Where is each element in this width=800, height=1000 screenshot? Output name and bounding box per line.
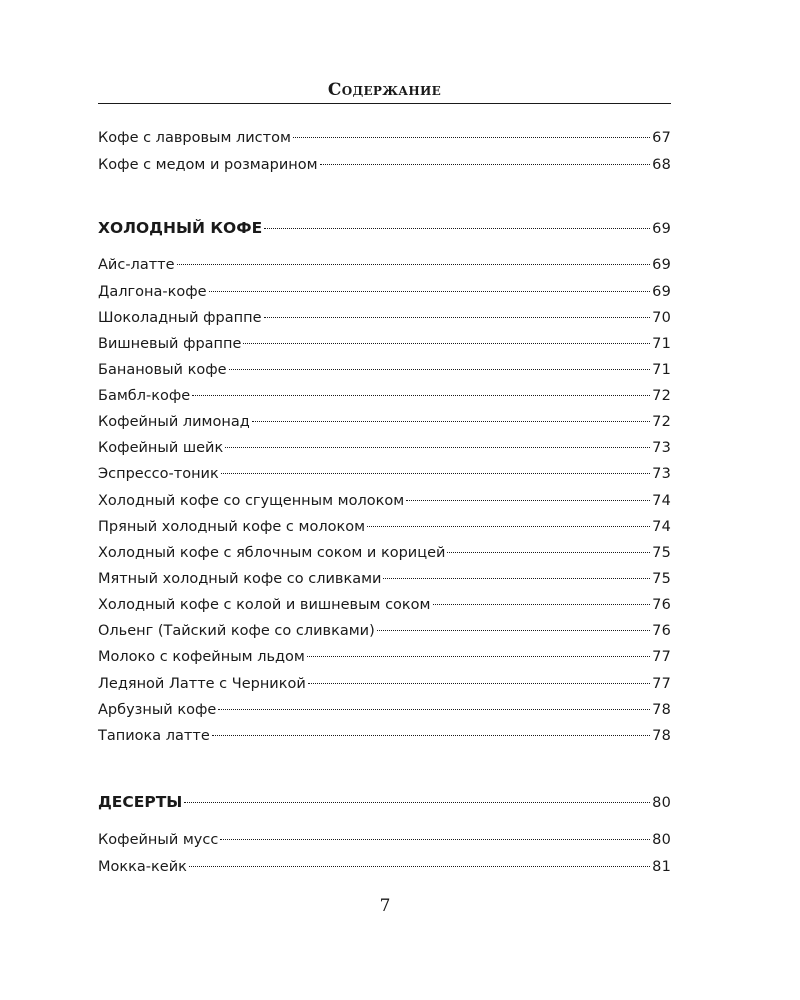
page-number: 7 bbox=[379, 896, 391, 916]
dot-leader bbox=[189, 866, 650, 867]
dot-leader bbox=[192, 395, 650, 396]
toc-section-title: ХОЛОДНЫЙ КОФЕ bbox=[98, 219, 263, 237]
toc-entry-page: 75 bbox=[652, 545, 671, 561]
toc-entry-page: 69 bbox=[652, 221, 671, 237]
dot-leader bbox=[264, 317, 651, 318]
toc-entry-page: 76 bbox=[652, 623, 671, 639]
dot-leader bbox=[377, 630, 650, 631]
toc-entry-page: 67 bbox=[652, 130, 671, 146]
table-of-contents bbox=[98, 0, 671, 1000]
toc-entry-title: Кофейный лимонад bbox=[98, 414, 250, 430]
toc-entry-page: 78 bbox=[652, 728, 671, 744]
toc-entry-page: 80 bbox=[652, 795, 671, 811]
toc-entry[interactable] bbox=[98, 281, 671, 303]
toc-entry-honey-rosemary-coffee[interactable] bbox=[98, 154, 671, 176]
toc-entry-page: 77 bbox=[652, 649, 671, 665]
dot-leader bbox=[307, 656, 650, 657]
dot-leader bbox=[264, 228, 650, 229]
toc-section-title: ДЕСЕРТЫ bbox=[98, 793, 183, 811]
dot-leader bbox=[308, 683, 650, 684]
toc-entry-page: 78 bbox=[652, 702, 671, 718]
toc-entry-page: 73 bbox=[652, 466, 671, 482]
toc-entry-page: 70 bbox=[652, 310, 671, 326]
toc-entry[interactable] bbox=[98, 829, 671, 851]
dot-leader bbox=[367, 526, 650, 527]
toc-entry-title: Кофе с медом и розмарином bbox=[98, 157, 318, 173]
toc-entry[interactable] bbox=[98, 463, 671, 485]
toc-entry-page: 68 bbox=[652, 157, 671, 173]
toc-entry-page: 73 bbox=[652, 440, 671, 456]
toc-entry[interactable] bbox=[98, 411, 671, 433]
dot-leader bbox=[177, 264, 651, 265]
toc-entry-title: Тапиока латте bbox=[98, 728, 210, 744]
toc-entry-page: 71 bbox=[652, 336, 671, 352]
toc-entry[interactable] bbox=[98, 333, 671, 355]
toc-entry[interactable] bbox=[98, 856, 671, 878]
toc-entry[interactable] bbox=[98, 542, 671, 564]
toc-entry-page: 81 bbox=[652, 859, 671, 875]
toc-entry[interactable] bbox=[98, 594, 671, 616]
dot-leader bbox=[225, 447, 650, 448]
dot-leader bbox=[212, 735, 650, 736]
toc-entry-page: 69 bbox=[652, 257, 671, 273]
toc-entry-title: Ледяной Латте с Черникой bbox=[98, 676, 306, 692]
toc-entry-page: 76 bbox=[652, 597, 671, 613]
toc-entry-title: Бамбл-кофе bbox=[98, 388, 191, 404]
toc-entry[interactable] bbox=[98, 646, 671, 668]
toc-entry-laurel-coffee[interactable] bbox=[98, 127, 671, 149]
toc-entry-title: Кофейный шейк bbox=[98, 440, 224, 456]
toc-entry[interactable] bbox=[98, 673, 671, 695]
toc-entry[interactable] bbox=[98, 385, 671, 407]
dot-leader bbox=[293, 137, 650, 138]
dot-leader bbox=[243, 343, 650, 344]
dot-leader bbox=[383, 578, 650, 579]
toc-entry-title: Вишневый фраппе bbox=[98, 336, 242, 352]
toc-entry[interactable] bbox=[98, 516, 671, 538]
toc-entry-page: 71 bbox=[652, 362, 671, 378]
toc-entry[interactable] bbox=[98, 359, 671, 381]
toc-entry-title: Холодный кофе с колой и вишневым соком bbox=[98, 597, 431, 613]
toc-entry-page: 80 bbox=[652, 832, 671, 848]
toc-entry-title: Шоколадный фраппе bbox=[98, 310, 262, 326]
toc-entry-title: Ольенг (Тайский кофе со сливками) bbox=[98, 623, 375, 639]
dot-leader bbox=[447, 552, 650, 553]
toc-entry-title: Холодный кофе с яблочным соком и корицей bbox=[98, 545, 446, 561]
dot-leader bbox=[320, 164, 651, 165]
dot-leader bbox=[220, 839, 650, 840]
toc-entry[interactable] bbox=[98, 620, 671, 642]
dot-leader bbox=[209, 291, 651, 292]
page-title: Содержание bbox=[327, 80, 442, 100]
toc-entry[interactable] bbox=[98, 699, 671, 721]
toc-section-desserts[interactable] bbox=[98, 791, 671, 813]
toc-entry[interactable] bbox=[98, 307, 671, 329]
toc-entry-title: Эспрессо-тоник bbox=[98, 466, 219, 482]
toc-entry-title: Молоко с кофейным льдом bbox=[98, 649, 305, 665]
toc-entry[interactable] bbox=[98, 568, 671, 590]
toc-entry-title: Арбузный кофе bbox=[98, 702, 217, 718]
toc-entry[interactable] bbox=[98, 725, 671, 747]
toc-entry-page: 74 bbox=[652, 493, 671, 509]
toc-entry-title: Далгона-кофе bbox=[98, 284, 207, 300]
toc-entry-page: 72 bbox=[652, 388, 671, 404]
toc-entry[interactable] bbox=[98, 437, 671, 459]
dot-leader bbox=[433, 604, 651, 605]
toc-entry-page: 77 bbox=[652, 676, 671, 692]
toc-entry[interactable] bbox=[98, 490, 671, 512]
toc-entry-page: 74 bbox=[652, 519, 671, 535]
toc-entry-title: Кофе с лавровым листом bbox=[98, 130, 291, 146]
toc-entry-title: Мятный холодный кофе со сливками bbox=[98, 571, 382, 587]
dot-leader bbox=[221, 473, 650, 474]
toc-entry-title: Айс-латте bbox=[98, 257, 175, 273]
toc-entry-title: Мокка-кейк bbox=[98, 859, 187, 875]
dot-leader bbox=[184, 802, 650, 803]
toc-entry-title: Холодный кофе со сгущенным молоком bbox=[98, 493, 405, 509]
toc-entry[interactable] bbox=[98, 254, 671, 276]
dot-leader bbox=[252, 421, 650, 422]
dot-leader bbox=[218, 709, 650, 710]
toc-entry-page: 69 bbox=[652, 284, 671, 300]
toc-entry-page: 72 bbox=[652, 414, 671, 430]
toc-entry-page: 75 bbox=[652, 571, 671, 587]
toc-entry-title: Банановый кофе bbox=[98, 362, 227, 378]
toc-entry-title: Кофейный мусс bbox=[98, 832, 219, 848]
dot-leader bbox=[406, 500, 650, 501]
toc-entry-title: Пряный холодный кофе с молоком bbox=[98, 519, 366, 535]
dot-leader bbox=[229, 369, 651, 370]
toc-section-cold-coffee[interactable] bbox=[98, 217, 671, 239]
